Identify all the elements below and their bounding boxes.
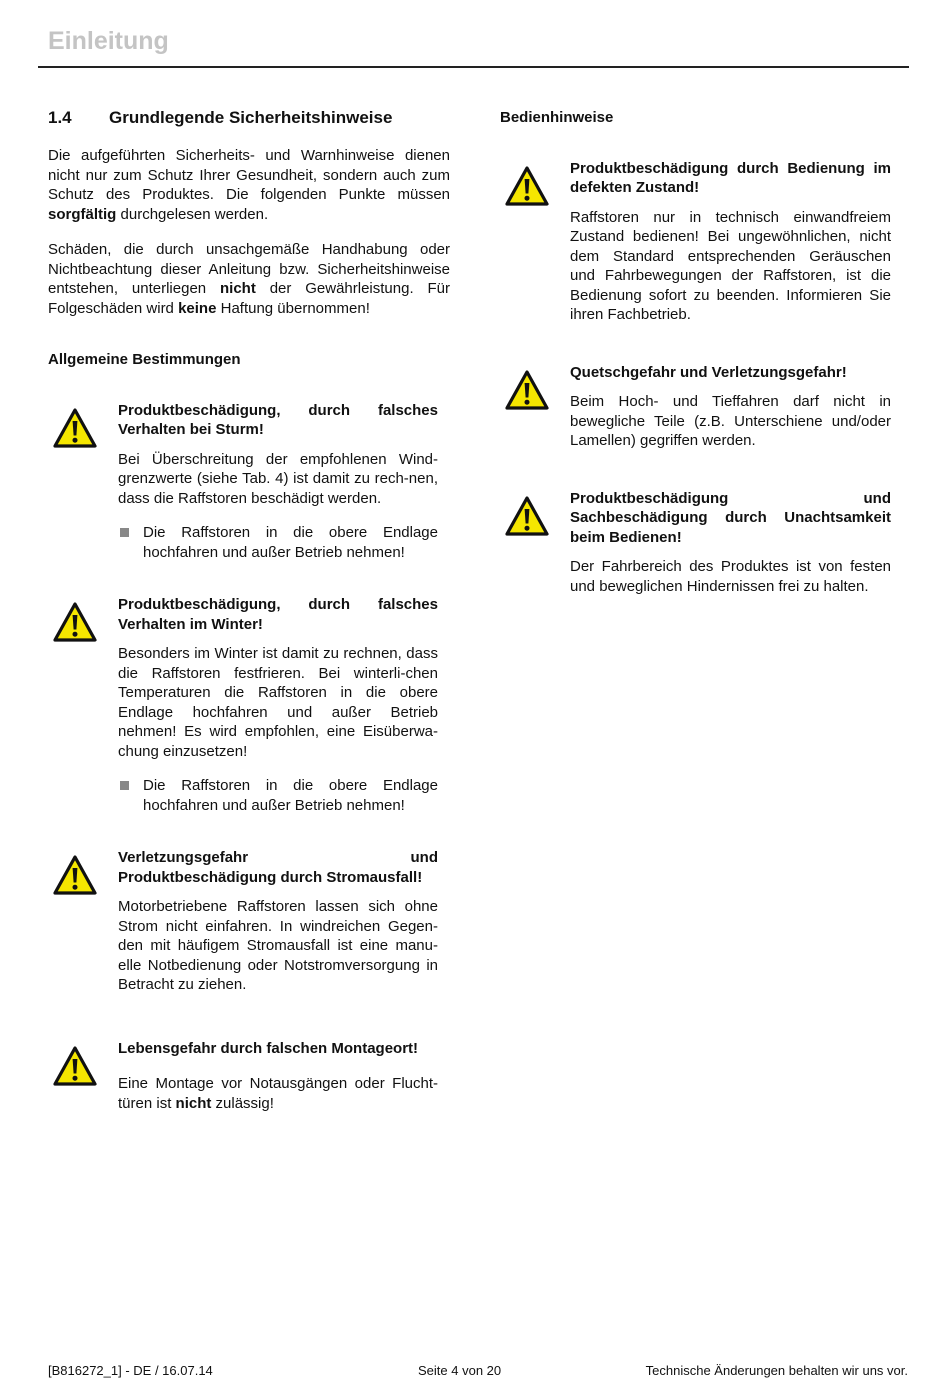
warning-power-outage: [48, 848, 438, 995]
warning-text: Besonders im Winter ist damit zu rechnen, dass die Raffstoren festfrieren. Bei winterli-chen Temperaturen die Raffstoren in die obere Endlage hochfahren und außer Betrieb nehmen! Es wird empfohlen, eine Eisüberwa-chung einzusetzen!: [118, 645, 438, 760]
warning-text-part: Eine Montage vor Notausgängen oder Flucht-türen ist: [118, 1075, 438, 1112]
warning-text: Der Fahrbereich des Produktes ist von festen und beweglichen Hindernissen frei zu halten.: [570, 558, 891, 595]
warning-text-part: zulässig!: [211, 1094, 274, 1112]
bullet-square-icon: [120, 781, 129, 790]
warning-crushing: [500, 363, 891, 451]
intro-text: durchgelesen werden.: [116, 205, 269, 223]
left-column: [48, 107, 450, 1113]
warning-triangle-icon: [504, 369, 550, 411]
intro-text: Die aufgeführten Sicherheits- und Warnhinweise dienen nicht nur zum Schutz Ihrer Gesundheit, sondern auch zum Schutz des Produktes. Die folgenden Punkte müssen: [48, 147, 450, 203]
warning-triangle-icon: [52, 1045, 98, 1087]
intro-paragraph-2: [48, 240, 450, 318]
section-heading: [48, 107, 450, 129]
warning-carelessness: [500, 489, 891, 597]
subheading-allgemeine-bestimmungen: Allgemeine Bestimmungen: [48, 351, 241, 368]
warning-storm: [48, 401, 438, 563]
warning-title: Produktbeschädigung, durch falsches Verhalten bei Sturm!: [118, 401, 438, 438]
bullet-text: Die Raffstoren in die obere Endlage hochfahren und außer Betrieb nehmen!: [143, 777, 438, 814]
intro-text: der Gewährleistung. Für Folgeschäden wird: [48, 280, 450, 317]
warning-title: Produktbeschädigung durch Bedienung im defekten Zustand!: [570, 159, 891, 196]
section-number: 1.4: [48, 108, 72, 127]
right-column: [500, 107, 891, 596]
warning-triangle-icon: [504, 165, 550, 207]
warning-mounting-location: [48, 1039, 438, 1114]
subheading-bedienhinweise: Bedienhinweise: [500, 109, 614, 126]
warning-triangle-icon: [52, 854, 98, 896]
warning-title: Lebensgefahr durch falschen Montageort!: [118, 1039, 419, 1057]
intro-bold: keine: [178, 299, 217, 317]
bullet-item: [118, 523, 438, 562]
warning-text: Motorbetriebene Raffstoren lassen sich ohne Strom nicht einfahren. In windreichen Gegen-den mit häufigem Stromausfall ist eine manu-elle Notbedienung oder Notstromversorgung in Betracht zu ziehen.: [118, 898, 438, 993]
warning-triangle-icon: [52, 407, 98, 449]
intro-text: Schäden, die durch unsachgemäße Handhabung oder Nichtbeachtung dieser Anleitung bzw. Sicherheitshinweise entstehen, unterliegen: [48, 241, 450, 297]
warning-title: Produktbeschädigung, durch falsches Verhalten im Winter!: [118, 596, 438, 633]
footer-page-number: Seite 4 von 20: [418, 1363, 502, 1378]
warning-winter: [48, 595, 438, 815]
page-header-title: Einleitung: [48, 27, 169, 55]
intro-text: Haftung übernommen!: [216, 299, 370, 317]
intro-bold: sorgfältig: [48, 205, 117, 223]
warning-title: Verletzungsgefahr und Produktbeschädigung durch Stromausfall!: [118, 849, 438, 886]
bullet-square-icon: [120, 528, 129, 537]
warning-text: Bei Überschreitung der empfohlenen Wind-grenzwerte (siehe Tab. 4) ist damit zu rech-nen, dass die Raffstoren beschädigt werden.: [118, 450, 438, 507]
warning-text: [118, 1074, 438, 1113]
warning-text-bold: nicht: [175, 1094, 212, 1112]
warning-triangle-icon: [52, 601, 98, 643]
footer-document-id: [B816272_1] - DE / 16.07.14: [48, 1363, 213, 1378]
section-title: Grundlegende Sicherheitshinweise: [109, 108, 393, 127]
bullet-text: Die Raffstoren in die obere Endlage hochfahren und außer Betrieb nehmen!: [143, 524, 438, 561]
intro-paragraph-1: [48, 146, 450, 224]
intro-bold: nicht: [220, 280, 256, 297]
footer-disclaimer: Technische Änderungen behalten wir uns vor.: [645, 1363, 908, 1378]
bullet-item: [118, 776, 438, 815]
warning-triangle-icon: [504, 495, 550, 537]
header-divider: [38, 66, 909, 68]
warning-title: Quetschgefahr und Verletzungsgefahr!: [570, 363, 847, 381]
warning-text: Raffstoren nur in technisch einwandfreiem Zustand bedienen! Bei ungewöhnlichen, nicht dem Standard entsprechenden Geräuschen und Fahrbewegungen der Raffstoren, ist die Bedienung sofort zu beenden. Informieren Sie ihren Fachbetrieb.: [570, 208, 891, 323]
warning-defective-state: [500, 159, 891, 325]
warning-text: Beim Hoch- und Tieffahren darf nicht in bewegliche Teile (z.B. Unterschiene und/oder Lamellen) gegriffen werden.: [570, 393, 891, 449]
warning-title: Produktbeschädigung und Sachbeschädigung durch Unachtsamkeit beim Bedienen!: [570, 489, 891, 546]
